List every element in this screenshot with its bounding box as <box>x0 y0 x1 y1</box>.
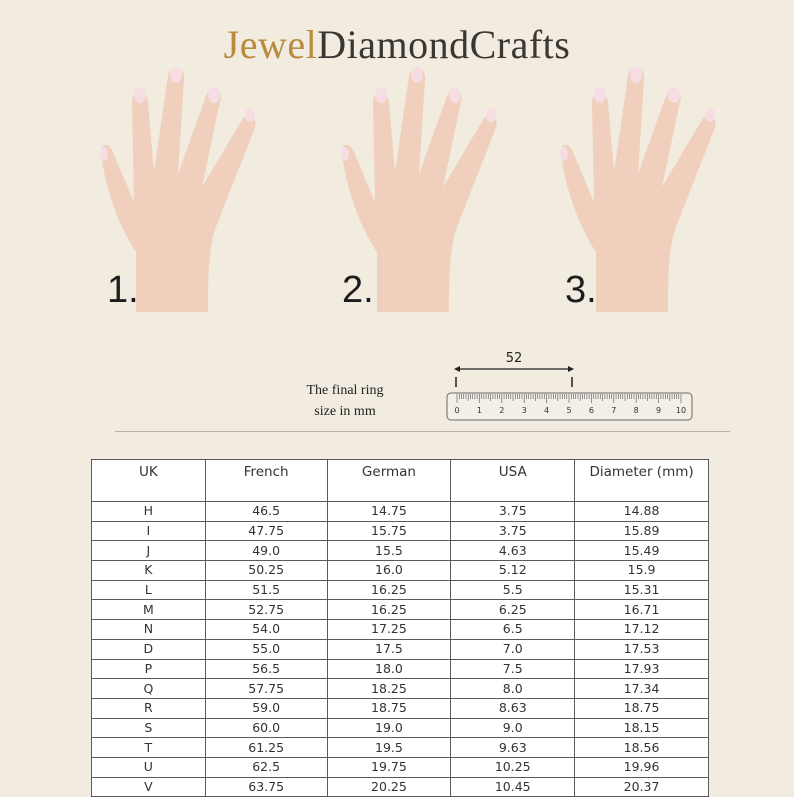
ring-size-table <box>91 459 709 797</box>
step-number-3: 3. <box>565 269 597 311</box>
cell-diameter: 14.88 <box>575 502 709 522</box>
cell-usa: 8.0 <box>451 679 575 699</box>
cell-uk: L <box>92 580 206 600</box>
cell-german: 14.75 <box>327 502 451 522</box>
table-row <box>92 639 709 659</box>
cell-diameter: 18.75 <box>575 698 709 718</box>
ruler-tick-label: 2 <box>499 406 505 415</box>
cell-uk: V <box>92 777 206 797</box>
cell-german: 19.75 <box>327 757 451 777</box>
cell-diameter: 15.49 <box>575 541 709 561</box>
header-diameter: Diameter (mm) <box>575 460 709 502</box>
cell-usa: 6.25 <box>451 600 575 620</box>
cell-diameter: 18.56 <box>575 738 709 758</box>
cell-uk: M <box>92 600 206 620</box>
arrow-left-head <box>454 366 460 372</box>
table-row <box>92 679 709 699</box>
ruler-tick-label: 5 <box>566 406 572 415</box>
table-row <box>92 718 709 738</box>
cell-uk: U <box>92 757 206 777</box>
cell-german: 18.75 <box>327 698 451 718</box>
cell-french: 56.5 <box>205 659 327 679</box>
table-row <box>92 659 709 679</box>
header-usa: USA <box>451 460 575 502</box>
cell-uk: H <box>92 502 206 522</box>
cell-french: 46.5 <box>205 502 327 522</box>
ruler-tick-label: 7 <box>611 406 617 415</box>
ruler-svg <box>440 345 700 425</box>
cell-german: 19.5 <box>327 738 451 758</box>
measuring-ruler <box>440 345 700 425</box>
cell-diameter: 19.96 <box>575 757 709 777</box>
cell-french: 50.25 <box>205 561 327 581</box>
cell-uk: K <box>92 561 206 581</box>
cell-french: 57.75 <box>205 679 327 699</box>
ruler-tick-label: 3 <box>521 406 527 415</box>
cell-german: 15.75 <box>327 521 451 541</box>
cell-usa: 9.63 <box>451 738 575 758</box>
cell-german: 16.25 <box>327 580 451 600</box>
cell-diameter: 17.34 <box>575 679 709 699</box>
cell-usa: 10.25 <box>451 757 575 777</box>
cell-french: 59.0 <box>205 698 327 718</box>
cell-diameter: 15.9 <box>575 561 709 581</box>
cell-uk: R <box>92 698 206 718</box>
cell-french: 47.75 <box>205 521 327 541</box>
cell-usa: 7.5 <box>451 659 575 679</box>
cell-french: 61.25 <box>205 738 327 758</box>
cell-uk: S <box>92 718 206 738</box>
cell-uk: N <box>92 620 206 640</box>
ruler-tick-label: 10 <box>675 406 687 415</box>
ruler-tick-label: 4 <box>544 406 550 415</box>
cell-uk: P <box>92 659 206 679</box>
table-row <box>92 521 709 541</box>
cell-french: 63.75 <box>205 777 327 797</box>
table-header-row <box>92 460 709 502</box>
cell-usa: 9.0 <box>451 718 575 738</box>
cell-usa: 10.45 <box>451 777 575 797</box>
cell-diameter: 17.12 <box>575 620 709 640</box>
cell-french: 60.0 <box>205 718 327 738</box>
ruler-measurement-label: 52 <box>505 351 523 366</box>
section-divider <box>115 431 730 432</box>
cell-french: 51.5 <box>205 580 327 600</box>
cell-german: 17.25 <box>327 620 451 640</box>
ruler-tick-label: 0 <box>454 406 460 415</box>
cell-usa: 3.75 <box>451 502 575 522</box>
cell-french: 62.5 <box>205 757 327 777</box>
cell-german: 15.5 <box>327 541 451 561</box>
cell-diameter: 20.37 <box>575 777 709 797</box>
ruler-caption-line1: The final ring <box>306 383 384 398</box>
cell-german: 17.5 <box>327 639 451 659</box>
table-row <box>92 757 709 777</box>
cell-german: 19.0 <box>327 718 451 738</box>
cell-usa: 6.5 <box>451 620 575 640</box>
cell-usa: 4.63 <box>451 541 575 561</box>
cell-uk: J <box>92 541 206 561</box>
table-row <box>92 580 709 600</box>
cell-uk: T <box>92 738 206 758</box>
ruler-tick-label: 9 <box>656 406 662 415</box>
step-number-1: 1. <box>107 269 139 311</box>
cell-french: 55.0 <box>205 639 327 659</box>
cell-german: 16.25 <box>327 600 451 620</box>
table-row <box>92 502 709 522</box>
cell-usa: 5.12 <box>451 561 575 581</box>
cell-diameter: 15.31 <box>575 580 709 600</box>
cell-usa: 3.75 <box>451 521 575 541</box>
header-german: German <box>327 460 451 502</box>
table-row <box>92 698 709 718</box>
header-uk: UK <box>92 460 206 502</box>
ruler-caption-line2: size in mm <box>314 404 376 419</box>
ruler-caption <box>290 380 400 422</box>
brand-logo-part2: DiamondCrafts <box>317 22 571 67</box>
cell-usa: 5.5 <box>451 580 575 600</box>
cell-french: 52.75 <box>205 600 327 620</box>
table-body <box>92 502 709 797</box>
cell-usa: 7.0 <box>451 639 575 659</box>
cell-french: 49.0 <box>205 541 327 561</box>
cell-diameter: 15.89 <box>575 521 709 541</box>
cell-uk: I <box>92 521 206 541</box>
cell-uk: Q <box>92 679 206 699</box>
table-row <box>92 620 709 640</box>
cell-diameter: 16.71 <box>575 600 709 620</box>
cell-usa: 8.63 <box>451 698 575 718</box>
cell-german: 18.0 <box>327 659 451 679</box>
cell-german: 18.25 <box>327 679 451 699</box>
table-row <box>92 541 709 561</box>
cell-french: 54.0 <box>205 620 327 640</box>
brand-logo-part1: Jewel <box>223 22 318 67</box>
cell-uk: D <box>92 639 206 659</box>
table-row <box>92 600 709 620</box>
table-row <box>92 561 709 581</box>
step-number-2: 2. <box>342 269 374 311</box>
cell-german: 20.25 <box>327 777 451 797</box>
cell-diameter: 17.53 <box>575 639 709 659</box>
cell-diameter: 18.15 <box>575 718 709 738</box>
ruler-tick-label: 6 <box>588 406 594 415</box>
cell-diameter: 17.93 <box>575 659 709 679</box>
header-french: French <box>205 460 327 502</box>
ruler-tick-label: 1 <box>476 406 482 415</box>
cell-german: 16.0 <box>327 561 451 581</box>
arrow-right-head <box>568 366 574 372</box>
ruler-tick-label: 8 <box>633 406 639 415</box>
table-row <box>92 738 709 758</box>
